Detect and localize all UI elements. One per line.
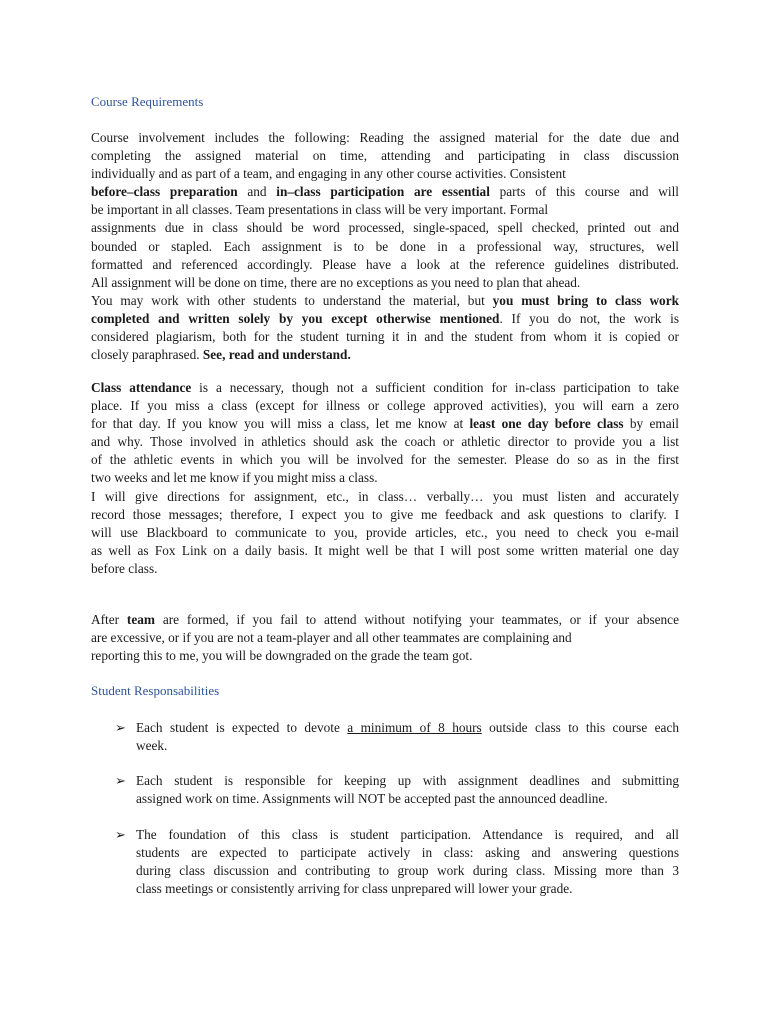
text-line: [136, 719, 679, 737]
text-line: as well as Fox Link on a daily basis. It might well be that I will post some written material one day: [91, 542, 679, 558]
course-involvement-paragraph: [91, 129, 679, 364]
text-line: during class discussion and contributing to group work during class. Missing more than 3: [136, 863, 679, 879]
bold-phrase: See, read and understand.: [202, 347, 351, 363]
bold-phrase: team: [126, 612, 155, 627]
text-line: [91, 379, 679, 397]
course-requirements-heading: Course Requirements: [91, 94, 204, 109]
bold-phrase: in–class participation are essential: [276, 184, 490, 200]
text-line: I will give directions for assignment, etc., in class… verbally… you must listen and accurately: [91, 488, 679, 504]
text-fragment: You may work with other students to understand the material, but: [91, 292, 493, 308]
text-line: [91, 611, 679, 629]
text-line: completing the assigned material on time, attending and participating in class discussion: [91, 148, 679, 164]
text-fragment: After: [91, 612, 127, 627]
text-line: before class.: [91, 560, 158, 576]
text-line: are excessive, or if you are not a team-player and all other teammates are complaining and: [91, 630, 572, 646]
text-fragment: and: [237, 184, 277, 200]
text-fragment: are formed, if you fail to attend without notifying your teammates, or if your absence: [154, 612, 679, 627]
text-line: Course involvement includes the following: Reading the assigned material for the date due and: [91, 130, 679, 145]
list-item-text: [136, 719, 679, 755]
text-line: and why. Those involved in athletics should ask the coach or athletic director to provide you a list: [91, 434, 679, 450]
text-line: [91, 183, 679, 201]
text-line: record those messages; therefore, I expect you to give me feedback and ask questions to clarify. I: [91, 506, 679, 522]
text-line: considered plagiarism, both for the student turning it in and the student from whom it is copied or: [91, 329, 679, 345]
arrow-bullet-icon: ➢: [115, 773, 126, 788]
text-line: individually and as part of a team, and engaging in any other course activities. Consistent: [91, 166, 566, 182]
text-fragment: Each student is expected to devote: [136, 720, 348, 735]
text-fragment: . If you do not, the work is: [499, 310, 679, 326]
text-line: two weeks and let me know if you might miss a class.: [91, 470, 378, 486]
text-line: [91, 415, 679, 433]
text-line: Each student is responsible for keeping up with assignment deadlines and submitting: [136, 773, 679, 788]
arrow-bullet-icon: ➢: [115, 720, 126, 735]
text-line: [91, 346, 679, 364]
text-line: class meetings or consistently arriving for class unprepared will lower your grade.: [136, 881, 573, 897]
text-line: [91, 310, 679, 328]
text-fragment: parts of this course and will: [489, 184, 679, 200]
text-fragment: closely paraphrased.: [91, 347, 203, 363]
text-fragment: is a necessary, though not a sufficient condition for in-class participation to take: [191, 380, 679, 395]
text-line: place. If you miss a class (except for illness or college approved activities), you will earn a zero: [91, 398, 679, 414]
text-fragment: for that day. If you know you will miss a class, let me know at: [91, 416, 470, 432]
list-item-text: [136, 772, 679, 808]
bold-phrase: before–class preparation: [91, 184, 238, 200]
text-line: All assignment will be done on time, there are no exceptions as you need to plan that ahead.: [91, 274, 581, 290]
text-line: assigned work on time. Assignments will NOT be accepted past the announced deadline.: [136, 791, 608, 807]
text-line: bounded or stapled. Each assignment is to be done in a professional way, structures, well: [91, 238, 679, 254]
text-line: formatted and referenced accordingly. Please have a look at the reference guidelines distributed.: [91, 256, 679, 272]
bold-phrase: Class attendance: [91, 380, 192, 395]
text-fragment: outside class to this course each: [481, 720, 679, 735]
text-line: of the athletic events in which you will be involved for the semester. Please do so as in the first: [91, 452, 679, 468]
text-line: reporting this to me, you will be downgraded on the grade the team got.: [91, 648, 473, 664]
text-line: be important in all classes. Team presentations in class will be very important. Formal: [91, 202, 549, 218]
underlined-phrase: a minimum of 8 hours: [347, 720, 482, 735]
arrow-bullet-icon: ➢: [115, 827, 126, 842]
bold-phrase: least one day before class: [469, 416, 624, 432]
text-fragment: by email: [623, 416, 680, 432]
text-line: [91, 292, 679, 310]
class-attendance-paragraph: [91, 379, 679, 578]
text-line: assignments due in class should be word processed, single-spaced, spell checked, printed out and: [91, 220, 679, 236]
text-line: week.: [136, 738, 168, 754]
text-line: students are expected to participate actively in class: asking and answering questions: [136, 845, 679, 861]
student-responsabilities-heading: Student Responsabilities: [91, 683, 220, 698]
bold-phrase: you must bring to class work: [492, 292, 679, 308]
text-line: will use Blackboard to communicate to you, provide articles, etc., you need to check you e-mail: [91, 524, 679, 540]
text-line: The foundation of this class is student participation. Attendance is required, and all: [136, 827, 679, 842]
team-paragraph: [91, 611, 679, 665]
bold-phrase: completed and written solely by you except otherwise mentioned: [91, 310, 500, 326]
list-item-text: [136, 826, 679, 898]
